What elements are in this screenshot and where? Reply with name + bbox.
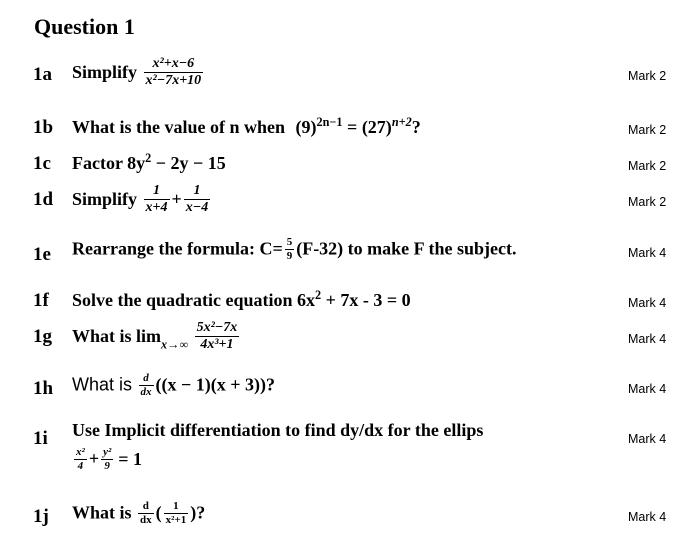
fraction: $\frac{\text{y²}}{9}$ <box>103 446 112 472</box>
question-title: Question 1 <box>34 14 135 39</box>
mark-label: Mark 4 <box>628 510 667 524</box>
mark-label: Mark 4 <box>628 382 667 396</box>
question-text: Use Implicit differentiation to find dy/dx for the ellips <box>72 420 484 440</box>
question-text: Simplify $\frac{1}{x+4}$ + $\frac{1}{x-4}$ <box>72 183 209 216</box>
question-text: What is $\lim_{x\to\infty}$ $\frac{\text{5x²−7x}}{\text{4x³+1}}$ <box>72 320 238 353</box>
fraction: $\frac{\text{x²}}{4}$ <box>76 446 85 472</box>
fraction: $\frac{1}{\text{x²+1}}$ <box>165 500 187 526</box>
question-number: 1e <box>33 244 51 265</box>
mark-label: Mark 4 <box>628 246 667 260</box>
question-number: 1b <box>33 117 54 138</box>
question-text: Simplify $\frac{\text{x²+x−6}}{\text{x²−7x+10}}$ <box>72 56 202 89</box>
question-number: 1c <box>33 153 51 174</box>
mark-label: Mark 2 <box>628 195 667 209</box>
mark-label: Mark 4 <box>628 296 667 310</box>
fraction: $\frac{\text{5x²−7x}}{\text{4x³+1}}$ <box>196 320 238 353</box>
mark-label: Mark 4 <box>628 432 667 446</box>
question-number: 1d <box>33 189 54 210</box>
question-text: What is $\frac{d}{dx}$ ((x − 1)(x + 3))? <box>72 372 275 398</box>
fraction: $\frac{\text{x²+x−6}}{\text{x²−7x+10}}$ <box>145 56 202 89</box>
mark-label: Mark 2 <box>628 159 667 173</box>
fraction: $\frac{1}{x-4}$ <box>185 183 209 216</box>
fraction: $\frac{5}{9}$ <box>286 236 293 262</box>
question-number: 1f <box>33 290 49 311</box>
question-number: 1a <box>33 64 52 85</box>
question-number: 1g <box>33 326 52 347</box>
ellipse-equation: $\frac{\text{x²}}{4}$ + $\frac{\text{y²}}{9}$ = 1 <box>76 446 143 472</box>
mark-label: Mark 2 <box>628 123 667 137</box>
derivative-operator: $\frac{d}{dx}$ <box>140 500 152 526</box>
question-text: What is $\frac{d}{dx}$ ( $\frac{1}{\text{x²+1}}$ )? <box>72 500 206 526</box>
fraction: $\frac{1}{x+4}$ <box>145 183 168 216</box>
question-number: 1h <box>33 378 54 399</box>
mark-label: Mark 2 <box>628 69 667 83</box>
derivative-operator: $\frac{d}{dx}$ <box>140 372 152 398</box>
question-text: Factor $8y^2 - 2y - 15$ <box>72 151 226 173</box>
question-number: 1j <box>33 506 49 527</box>
mark-label: Mark 4 <box>628 332 667 346</box>
question-text: Solve the quadratic equation $6x^2 + 7x - 3 = 0$ <box>72 288 411 310</box>
question-text: Rearrange the formula: C= $\frac{5}{9}$ (F-32) to make F the subject. <box>72 236 517 262</box>
question-number: 1i <box>33 428 48 449</box>
question-text: What is the value of n when $(9)^{2n-1} = (27)^{n+2}$? <box>72 115 421 137</box>
